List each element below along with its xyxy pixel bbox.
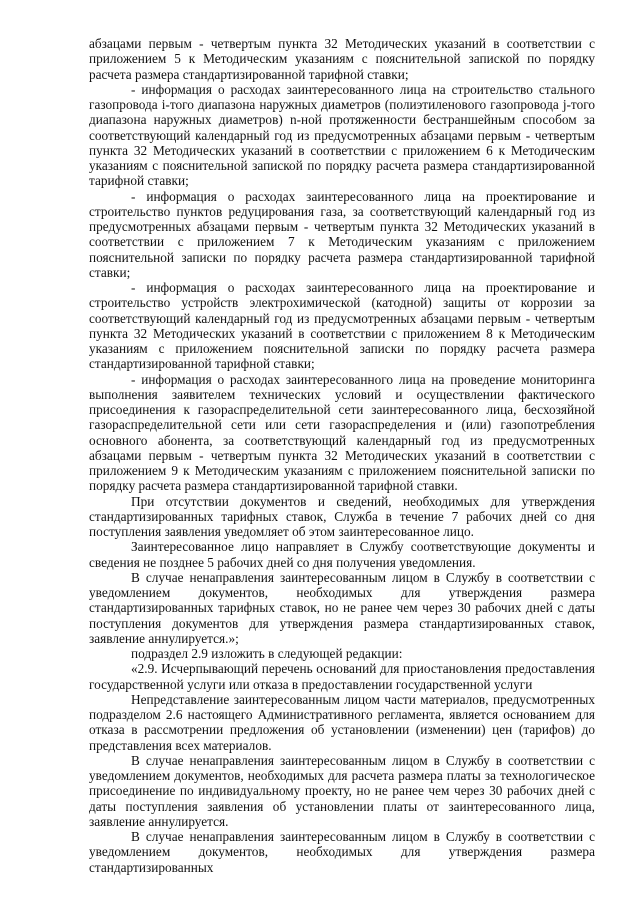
paragraph: В случае ненаправления заинтересованным лицом в Службу в соответствии с уведомлением документов, необходимых для утверждения размера стандартизированных тарифных ставок, но не ранее чем через 30 рабочих дней с даты поступления документов для утверждения размера стандартизированных ставок, заявление аннулируется.»; bbox=[89, 569, 595, 646]
paragraph-list-item: - информация о расходах заинтересованного лица на проведение мониторинга выполнения заявителем технических условий и осуществлении фактического присоединения к газораспределительной сети заинтересованного лица, бесхозяйной газораспределительной сети или сети газораспределения и (или) газопотребления основного абонента, за соответствующий календарный год из предусмотренных абзацами первым - четвертым пункта 32 Методических указаний в соответствии с приложением 9 к Методическим указаниям с приложением пояснительной записки по порядку расчета размера стандартизированной тарифной ставки. bbox=[89, 371, 595, 494]
document-page bbox=[89, 36, 595, 876]
paragraph-continuation: абзацами первым - четвертым пункта 32 Методических указаний в соответствии с приложением 5 к Методическим указаниям с пояснительной запиской по порядку расчета размера стандартизированной тарифной ставки; bbox=[89, 36, 595, 82]
paragraph: В случае ненаправления заинтересованным лицом в Службу в соответствии с уведомлением документов, необходимых для утверждения размера стандартизированных bbox=[89, 829, 595, 875]
paragraph-list-item: - информация о расходах заинтересованного лица на проектирование и строительство устройств электрохимической (катодной) защиты от коррозии за соответствующий календарный год из предусмотренных абзацами первым - четвертым пункта 32 Методических указаний в соответствии с приложением 8 к Методическим указаниям с приложением пояснительной записки по порядку расчета размера стандартизированной тарифной ставки; bbox=[89, 280, 595, 372]
paragraph: В случае ненаправления заинтересованным лицом в Службу в соответствии с уведомлением документов, необходимых для расчета размера платы за технологическое присоединение по индивидуальному проекту, но не ранее чем через 30 рабочих дней с даты поступления заявления об установлении платы от заинтересованного лица, заявление аннулируется. bbox=[89, 752, 595, 829]
section-heading: «2.9. Исчерпывающий перечень оснований для приостановления предоставления государственной услуги или отказа в предоставлении государственной услуги bbox=[89, 661, 595, 692]
paragraph: При отсутствии документов и сведений, необходимых для утверждения стандартизированных тарифных ставок, Служба в течение 7 рабочих дней со дня поступления заявления уведомляет об этом заинтересованное лицо. bbox=[89, 493, 595, 539]
paragraph: Непредставление заинтересованным лицом части материалов, предусмотренных подразделом 2.6 настоящего Административного регламента, является основанием для отказа в рассмотрении предложения об установлении (изменении) цен (тарифов) до представления всех материалов. bbox=[89, 691, 595, 753]
paragraph-list-item: - информация о расходах заинтересованного лица на строительство стального газопровода i-того диапазона наружных диаметров (полиэтиленового газопровода j-того диапазона наружных диаметров) n-ной протяженности бестраншейным способом за соответствующий календарный год из предусмотренных абзацами первым - четвертым пункта 32 Методических указаний в соответствии с приложением 6 к Методическим указаниям с пояснительной запиской по порядку расчета размера стандартизированной тарифной ставки; bbox=[89, 81, 595, 189]
paragraph-list-item: - информация о расходах заинтересованного лица на проектирование и строительство пунктов редуцирования газа, за соответствующий календарный год из предусмотренных абзацами первым - четвертым пункта 32 Методических указаний в соответствии с приложением 7 к Методическим указаниям с приложением пояснительной записки по порядку расчета размера стандартизированной тарифной ставки; bbox=[89, 188, 595, 280]
paragraph: Заинтересованное лицо направляет в Службу соответствующие документы и сведения не позднее 5 рабочих дней со дня получения уведомления. bbox=[89, 539, 595, 570]
paragraph: подраздел 2.9 изложить в следующей редакции: bbox=[131, 646, 403, 661]
